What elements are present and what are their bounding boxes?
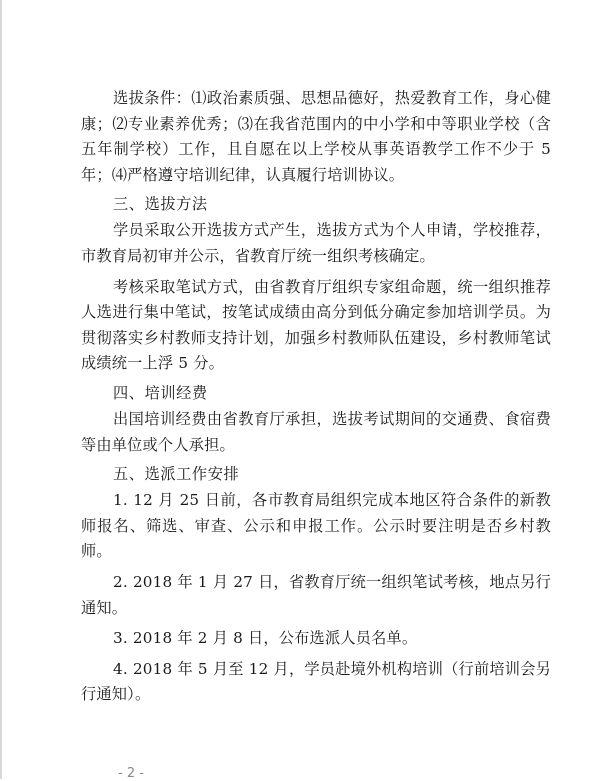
arrangement-item: 4. 2018 年 5 月至 12 月，学员赴境外机构培训（行前培训会另行通知）。 <box>81 659 551 704</box>
arrangement-item: 1. 12 月 25 日前，各市教育局组织完成本地区符合条件的新教师报名、筛选、审查、公示和申报工作。公示时要注明是否乡村教师。 <box>81 491 551 561</box>
arrangement-item: 2. 2018 年 1 月 27 日，省教育厅统一组织笔试考核，地点另行通知。 <box>81 572 551 617</box>
selection-method-paragraph: 学员采取公开选拔方式产生，选拔方式为个人申请，学校推荐，市教育局初审并公示，省教育厅统一组织考核确定。 <box>81 221 551 265</box>
selection-conditions-paragraph: 选拔条件：⑴政治素质强、思想品德好，热爱教育工作，身心健康；⑵专业素养优秀；⑶在我省范围内的中小学和中等职业学校（含五年制学校）工作，且自愿在以上学校从事英语教学工作不少于 5 年；⑷严格遵守培训纪律，认真履行培训协议。 <box>81 89 551 184</box>
exam-method-paragraph: 考核采取笔试方式，由省教育厅组织专家组命题，统一组织推荐人选进行集中笔试，按笔试成绩由高分到低分确定参加培训学员。为贯彻落实乡村教师支持计划，加强乡村教师队伍建设，乡村教师笔试成绩统一上浮 5 分。 <box>81 277 551 373</box>
training-funds-paragraph: 出国培训经费由省教育厅承担，选拔考试期间的交通费、食宿费等由单位或个人承担。 <box>81 409 551 454</box>
page-number: - 2 - <box>118 766 144 781</box>
document-body <box>81 86 551 708</box>
page-edge <box>0 0 2 779</box>
section-heading-training-funds: 四、培训经费 <box>113 383 208 402</box>
arrangement-item: 3. 2018 年 2 月 8 日，公布选派人员名单。 <box>113 629 418 648</box>
section-heading-work-arrangement: 五、选派工作安排 <box>113 465 240 484</box>
section-heading-selection-method: 三、选拔方法 <box>113 195 208 214</box>
